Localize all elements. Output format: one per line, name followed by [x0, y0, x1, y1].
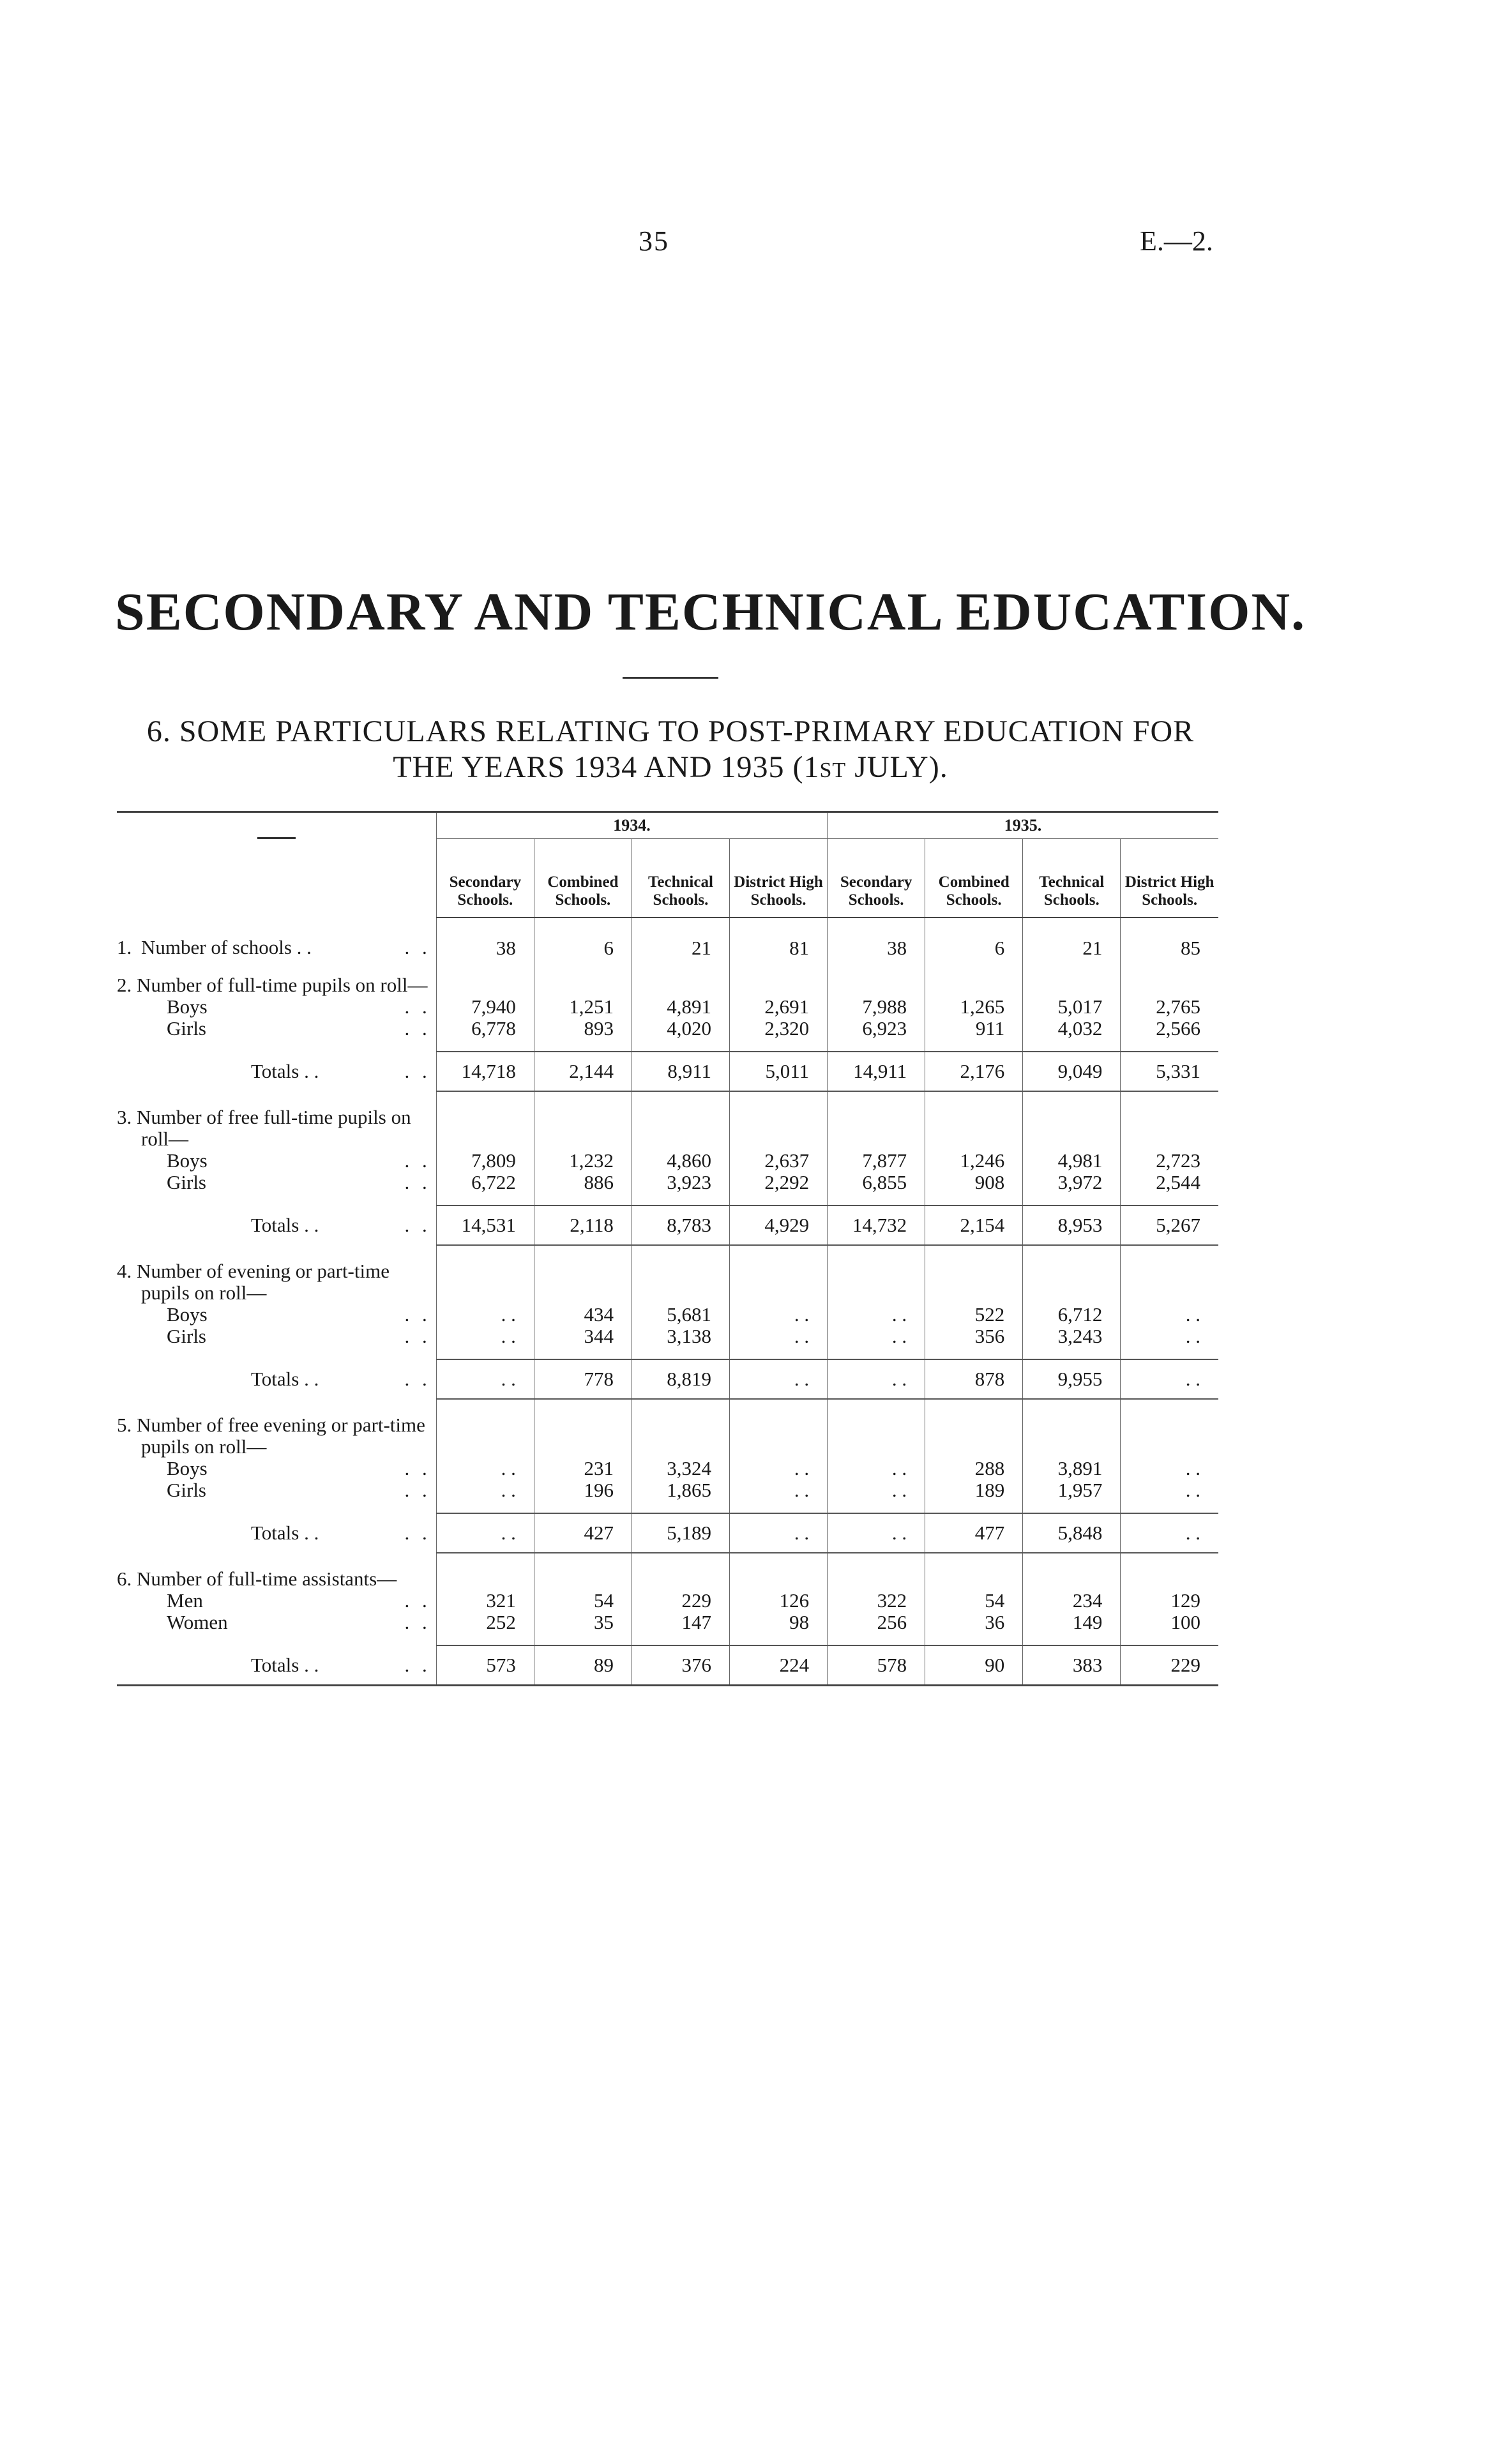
empty-cell	[925, 1245, 1023, 1304]
row-label: Boys . .	[167, 1457, 431, 1479]
column-header: Combined Schools.	[534, 839, 632, 918]
totals-cell: 2,154	[925, 1206, 1023, 1245]
empty-cell	[925, 1039, 1023, 1052]
empty-cell	[925, 1399, 1023, 1458]
row-label: Girls . .	[167, 1325, 431, 1347]
totals-cell: . .	[1121, 1513, 1218, 1553]
empty-cell	[828, 1347, 925, 1359]
schools-cell: 21	[1023, 918, 1121, 959]
girls-cell: . .	[436, 1326, 534, 1347]
totals-cell: . .	[828, 1359, 925, 1399]
men-cell: 126	[730, 1590, 828, 1612]
row-label: Women . .	[167, 1611, 431, 1633]
row-label: 3. Number of free full-time pupils on roll—	[117, 1106, 411, 1150]
girls-cell: . .	[730, 1479, 828, 1501]
girls-cell: 893	[534, 1018, 632, 1039]
boys-cell: . .	[730, 1304, 828, 1326]
empty-cell	[436, 1347, 534, 1359]
totals-cell: 14,911	[828, 1052, 925, 1091]
boys-cell: 2,723	[1121, 1150, 1218, 1172]
totals-cell: 4,929	[730, 1206, 828, 1245]
totals-cell: 8,783	[632, 1206, 729, 1245]
column-header: Secondary Schools.	[828, 839, 925, 918]
girls-cell: 6,923	[828, 1018, 925, 1039]
empty-cell	[534, 1245, 632, 1304]
totals-cell: . .	[828, 1513, 925, 1553]
column-header: Combined Schools.	[925, 839, 1023, 918]
empty-cell	[828, 1193, 925, 1206]
women-cell: 147	[632, 1612, 729, 1633]
empty-cell	[632, 1347, 729, 1359]
schools-cell: 6	[925, 918, 1023, 959]
empty-cell	[632, 959, 729, 996]
table-spacer	[117, 1039, 1218, 1052]
men-cell: 234	[1023, 1590, 1121, 1612]
empty-cell	[925, 1553, 1023, 1590]
empty-cell	[436, 1633, 534, 1645]
empty-cell	[436, 1399, 534, 1458]
boys-cell: 2,637	[730, 1150, 828, 1172]
totals-cell: . .	[730, 1359, 828, 1399]
empty-cell	[828, 1091, 925, 1150]
totals-cell: 8,953	[1023, 1206, 1121, 1245]
boys-cell: 7,809	[436, 1150, 534, 1172]
empty-cell	[1121, 1347, 1218, 1359]
empty-cell	[828, 1039, 925, 1052]
empty-cell	[828, 959, 925, 996]
empty-cell	[1121, 1039, 1218, 1052]
totals-cell: 14,531	[436, 1206, 534, 1245]
totals-cell: . .	[436, 1359, 534, 1399]
totals-cell: 5,267	[1121, 1206, 1218, 1245]
row-label: 6. Number of full-time assistants—	[117, 1568, 397, 1590]
girls-cell: 908	[925, 1172, 1023, 1193]
empty-cell	[925, 959, 1023, 996]
table-row-s2-boys	[117, 996, 1218, 1018]
row-label: Boys . .	[167, 995, 431, 1018]
girls-cell: 3,243	[1023, 1326, 1121, 1347]
empty-cell	[730, 1193, 828, 1206]
girls-cell: 6,722	[436, 1172, 534, 1193]
totals-cell: 383	[1023, 1645, 1121, 1686]
column-header: Technical Schools.	[1023, 839, 1121, 918]
men-cell: 129	[1121, 1590, 1218, 1612]
row-label: Boys . .	[167, 1303, 431, 1326]
empty-cell	[925, 1633, 1023, 1645]
girls-cell: 4,020	[632, 1018, 729, 1039]
row-label	[117, 1347, 436, 1359]
empty-cell	[925, 1501, 1023, 1513]
empty-cell	[534, 1193, 632, 1206]
table-row-s2-heading	[117, 959, 1218, 996]
empty-cell	[730, 1347, 828, 1359]
empty-cell	[534, 959, 632, 996]
girls-cell: 356	[925, 1326, 1023, 1347]
men-cell: 321	[436, 1590, 534, 1612]
schools-cell: 21	[632, 918, 729, 959]
row-label: Girls . .	[167, 1171, 431, 1193]
totals-cell: 14,732	[828, 1206, 925, 1245]
empty-cell	[436, 1501, 534, 1513]
empty-cell	[1121, 1399, 1218, 1458]
empty-cell	[1023, 1091, 1121, 1150]
empty-cell	[436, 1091, 534, 1150]
caption-line-1: 6. SOME PARTICULARS RELATING TO POST-PRIMARY EDUCATION FOR	[146, 714, 1195, 748]
totals-cell: 427	[534, 1513, 632, 1553]
empty-cell	[1121, 1501, 1218, 1513]
empty-cell	[1121, 959, 1218, 996]
row-label: 4. Number of evening or part-time pupils on roll—	[117, 1260, 390, 1304]
totals-cell: . .	[730, 1513, 828, 1553]
table-row-s6-totals	[117, 1645, 1218, 1686]
girls-cell: 6,778	[436, 1018, 534, 1039]
table-row-s6-women	[117, 1612, 1218, 1633]
row-label: Totals . . . .	[251, 1214, 431, 1236]
empty-cell	[534, 1091, 632, 1150]
row-label	[117, 1039, 436, 1052]
women-cell: 149	[1023, 1612, 1121, 1633]
girls-cell: 1,957	[1023, 1479, 1121, 1501]
totals-cell: 477	[925, 1513, 1023, 1553]
women-cell: 35	[534, 1612, 632, 1633]
girls-cell: 189	[925, 1479, 1023, 1501]
empty-cell	[632, 1091, 729, 1150]
boys-cell: 3,324	[632, 1458, 729, 1479]
table-row-s5-totals	[117, 1513, 1218, 1553]
empty-cell	[828, 1633, 925, 1645]
table-spacer	[117, 1193, 1218, 1206]
totals-cell: 778	[534, 1359, 632, 1399]
empty-cell	[632, 1553, 729, 1590]
girls-cell: 2,566	[1121, 1018, 1218, 1039]
row-label: Totals . . . .	[251, 1368, 431, 1390]
girls-cell: . .	[1121, 1326, 1218, 1347]
empty-cell	[534, 1347, 632, 1359]
men-cell: 229	[632, 1590, 729, 1612]
men-cell: 54	[925, 1590, 1023, 1612]
girls-cell: 2,292	[730, 1172, 828, 1193]
men-cell: 322	[828, 1590, 925, 1612]
girls-cell: 6,855	[828, 1172, 925, 1193]
row-label: Totals . . . .	[251, 1522, 431, 1544]
boys-cell: 7,877	[828, 1150, 925, 1172]
women-cell: 100	[1121, 1612, 1218, 1633]
empty-cell	[534, 1039, 632, 1052]
table-row-s3-heading	[117, 1091, 1218, 1150]
empty-cell	[1023, 1501, 1121, 1513]
row-label: 5. Number of free evening or part-time pupils on roll—	[117, 1414, 425, 1458]
empty-cell	[436, 1039, 534, 1052]
empty-cell	[1121, 1553, 1218, 1590]
table-row-s3-boys	[117, 1150, 1218, 1172]
boys-cell: . .	[1121, 1304, 1218, 1326]
stub-dash	[257, 837, 296, 839]
boys-cell: 4,981	[1023, 1150, 1121, 1172]
table-row-s4-heading	[117, 1245, 1218, 1304]
row-label	[117, 1633, 436, 1645]
totals-cell: 2,176	[925, 1052, 1023, 1091]
boys-cell: 2,765	[1121, 996, 1218, 1018]
boys-cell: . .	[828, 1458, 925, 1479]
women-cell: 252	[436, 1612, 534, 1633]
boys-cell: . .	[436, 1304, 534, 1326]
empty-cell	[1121, 1633, 1218, 1645]
empty-cell	[730, 1039, 828, 1052]
empty-cell	[730, 1399, 828, 1458]
women-cell: 36	[925, 1612, 1023, 1633]
empty-cell	[730, 1245, 828, 1304]
table-row-s2-girls	[117, 1018, 1218, 1039]
column-header: District High Schools.	[730, 839, 828, 918]
empty-cell	[1023, 1039, 1121, 1052]
empty-cell	[534, 1633, 632, 1645]
totals-cell: 224	[730, 1645, 828, 1686]
totals-cell: 5,331	[1121, 1052, 1218, 1091]
totals-cell: 5,189	[632, 1513, 729, 1553]
post-primary-table	[117, 811, 1218, 1686]
year-1934-header: 1934.	[436, 813, 827, 839]
boys-cell: 7,988	[828, 996, 925, 1018]
title-divider	[623, 677, 718, 679]
empty-cell	[436, 1193, 534, 1206]
girls-cell: 4,032	[1023, 1018, 1121, 1039]
row-label: 1. Number of schools . . . .	[117, 936, 431, 958]
girls-cell: . .	[1121, 1479, 1218, 1501]
table-caption	[102, 714, 1239, 785]
table-spacer	[117, 1633, 1218, 1645]
schools-cell: 85	[1121, 918, 1218, 959]
row-label: 2. Number of full-time pupils on roll—	[117, 974, 428, 996]
row-label	[117, 1193, 436, 1206]
boys-cell: 1,265	[925, 996, 1023, 1018]
boys-cell: . .	[828, 1304, 925, 1326]
totals-cell: . .	[1121, 1359, 1218, 1399]
table-row-s3-girls	[117, 1172, 1218, 1193]
boys-cell: 522	[925, 1304, 1023, 1326]
totals-cell: 90	[925, 1645, 1023, 1686]
boys-cell: 434	[534, 1304, 632, 1326]
empty-cell	[632, 1633, 729, 1645]
empty-cell	[1023, 1553, 1121, 1590]
table-row-s4-girls	[117, 1326, 1218, 1347]
boys-cell: . .	[1121, 1458, 1218, 1479]
boys-cell: 6,712	[1023, 1304, 1121, 1326]
empty-cell	[1121, 1193, 1218, 1206]
table-row-number-of-schools	[117, 918, 1218, 959]
boys-cell: 1,246	[925, 1150, 1023, 1172]
totals-cell: 89	[534, 1645, 632, 1686]
totals-cell: 578	[828, 1645, 925, 1686]
table-spacer	[117, 1347, 1218, 1359]
table-row-s3-totals	[117, 1206, 1218, 1245]
girls-cell: . .	[730, 1326, 828, 1347]
schools-cell: 81	[730, 918, 828, 959]
table-row-s5-girls	[117, 1479, 1218, 1501]
girls-cell: 196	[534, 1479, 632, 1501]
empty-cell	[730, 1091, 828, 1150]
page-title: SECONDARY AND TECHNICAL EDUCATION.	[115, 582, 1306, 642]
row-label: Totals . . . .	[251, 1060, 431, 1082]
boys-cell: 1,251	[534, 996, 632, 1018]
boys-cell: 5,017	[1023, 996, 1121, 1018]
men-cell: 54	[534, 1590, 632, 1612]
totals-cell: 8,819	[632, 1359, 729, 1399]
girls-cell: . .	[436, 1479, 534, 1501]
boys-cell: 231	[534, 1458, 632, 1479]
table-spacer	[117, 1501, 1218, 1513]
empty-cell	[632, 1193, 729, 1206]
totals-cell: 573	[436, 1645, 534, 1686]
empty-cell	[534, 1553, 632, 1590]
boys-cell: . .	[436, 1458, 534, 1479]
girls-cell: 1,865	[632, 1479, 729, 1501]
boys-cell: . .	[730, 1458, 828, 1479]
empty-cell	[534, 1501, 632, 1513]
empty-cell	[1023, 959, 1121, 996]
row-label: Men . .	[167, 1589, 431, 1612]
empty-cell	[1023, 1633, 1121, 1645]
girls-cell: 3,923	[632, 1172, 729, 1193]
totals-cell: 5,848	[1023, 1513, 1121, 1553]
table-row-s6-heading	[117, 1553, 1218, 1590]
column-header: Technical Schools.	[632, 839, 729, 918]
empty-cell	[730, 1553, 828, 1590]
table-row-s4-boys	[117, 1304, 1218, 1326]
boys-cell: 4,860	[632, 1150, 729, 1172]
row-label: Totals . . . .	[117, 1645, 436, 1686]
women-cell: 98	[730, 1612, 828, 1633]
women-cell: 256	[828, 1612, 925, 1633]
totals-cell: . .	[436, 1513, 534, 1553]
totals-cell: 14,718	[436, 1052, 534, 1091]
empty-cell	[925, 1091, 1023, 1150]
girls-cell: 886	[534, 1172, 632, 1193]
empty-cell	[730, 1501, 828, 1513]
empty-cell	[1023, 1193, 1121, 1206]
girls-cell: 3,138	[632, 1326, 729, 1347]
totals-cell: 2,144	[534, 1052, 632, 1091]
totals-cell: 8,911	[632, 1052, 729, 1091]
girls-cell: . .	[828, 1479, 925, 1501]
empty-cell	[828, 1553, 925, 1590]
empty-cell	[1023, 1399, 1121, 1458]
empty-cell	[436, 1245, 534, 1304]
totals-cell: 229	[1121, 1645, 1218, 1686]
empty-cell	[436, 1553, 534, 1590]
empty-cell	[925, 1347, 1023, 1359]
totals-cell: 9,955	[1023, 1359, 1121, 1399]
empty-cell	[436, 959, 534, 996]
totals-cell: 9,049	[1023, 1052, 1121, 1091]
table-row-s4-totals	[117, 1359, 1218, 1399]
schools-cell: 38	[828, 918, 925, 959]
boys-cell: 288	[925, 1458, 1023, 1479]
empty-cell	[632, 1039, 729, 1052]
year-1935-header: 1935.	[828, 813, 1218, 839]
column-header: District High Schools.	[1121, 839, 1218, 918]
boys-cell: 2,691	[730, 996, 828, 1018]
caption-line-2: THE YEARS 1934 AND 1935 (1st JULY).	[393, 750, 948, 784]
boys-cell: 4,891	[632, 996, 729, 1018]
empty-cell	[632, 1245, 729, 1304]
empty-cell	[534, 1399, 632, 1458]
empty-cell	[925, 1193, 1023, 1206]
table-row-s5-heading	[117, 1399, 1218, 1458]
totals-cell: 2,118	[534, 1206, 632, 1245]
boys-cell: 1,232	[534, 1150, 632, 1172]
boys-cell: 5,681	[632, 1304, 729, 1326]
page-number: 35	[639, 225, 669, 257]
empty-cell	[730, 1633, 828, 1645]
totals-cell: 5,011	[730, 1052, 828, 1091]
row-label: Girls . .	[167, 1479, 431, 1501]
totals-cell: 878	[925, 1359, 1023, 1399]
row-label	[117, 1501, 436, 1513]
empty-cell	[828, 1399, 925, 1458]
empty-cell	[1121, 1091, 1218, 1150]
girls-cell: 2,544	[1121, 1172, 1218, 1193]
empty-cell	[730, 959, 828, 996]
empty-cell	[1121, 1245, 1218, 1304]
girls-cell: 2,320	[730, 1018, 828, 1039]
table-row-s2-totals	[117, 1052, 1218, 1091]
table-row-s6-men	[117, 1590, 1218, 1612]
empty-cell	[632, 1399, 729, 1458]
row-label: Girls . .	[167, 1017, 431, 1039]
girls-cell: 911	[925, 1018, 1023, 1039]
page-reference: E.—2.	[1140, 225, 1213, 257]
empty-cell	[1023, 1245, 1121, 1304]
schools-cell: 6	[534, 918, 632, 959]
totals-cell: 376	[632, 1645, 729, 1686]
boys-cell: 3,891	[1023, 1458, 1121, 1479]
empty-cell	[828, 1501, 925, 1513]
column-header: Secondary Schools.	[436, 839, 534, 918]
table-row-s5-boys	[117, 1458, 1218, 1479]
girls-cell: 3,972	[1023, 1172, 1121, 1193]
empty-cell	[828, 1245, 925, 1304]
girls-cell: 344	[534, 1326, 632, 1347]
girls-cell: . .	[828, 1326, 925, 1347]
empty-cell	[1023, 1347, 1121, 1359]
stub-header	[117, 813, 436, 918]
empty-cell	[632, 1501, 729, 1513]
boys-cell: 7,940	[436, 996, 534, 1018]
schools-cell: 38	[436, 918, 534, 959]
row-label: Boys . .	[167, 1149, 431, 1172]
